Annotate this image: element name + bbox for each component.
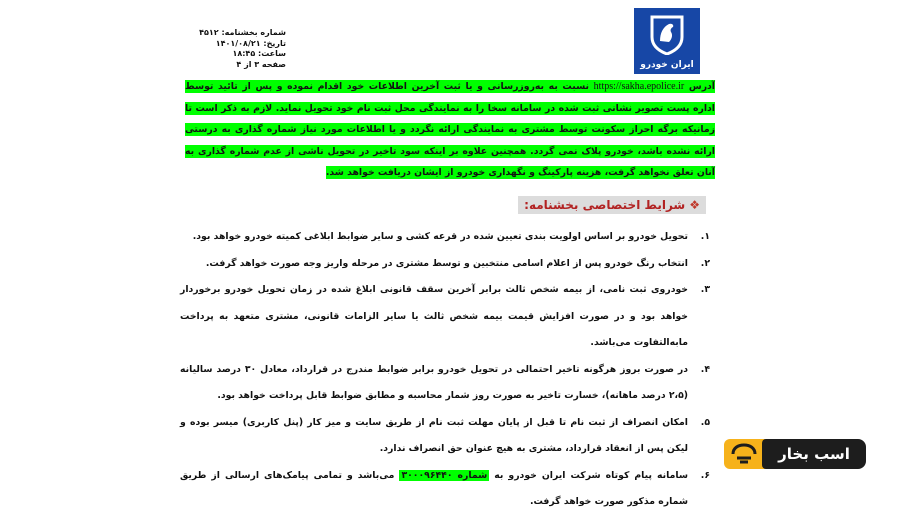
- term-text: خودروی ثبت نامی، از بیمه شخص ثالث برابر آخرین سقف قانونی ابلاغ شده در زمان تحویل خودرو برخوردار خواهد بود و در صورت افزایش قیمت بیمه شخص ثالث یا سایر الزامات قانونی، مشتری متعهد به پرداخت مابه‌التفاوت می‌باشد.: [180, 284, 688, 348]
- watermark-text: اسب بخار: [762, 439, 866, 469]
- section-heading: [518, 196, 706, 214]
- document-date: تاریخ: ۱۴۰۱/۰۸/۲۱: [215, 38, 286, 48]
- term-text: می‌باشد و تمامی پیامک‌های ارسالی از طریق شماره مذکور صورت خواهد گرفت.: [180, 469, 688, 507]
- speed-logo-icon: [730, 443, 758, 465]
- term-item: [180, 277, 710, 357]
- intro-highlight: [185, 80, 715, 179]
- term-item: [180, 251, 710, 278]
- circular-number: شماره بخشنامه: ۴۵۱۲: [199, 28, 286, 37]
- iran-khodro-logo: [634, 8, 700, 74]
- term-number: ۲.: [700, 257, 710, 269]
- asb-bokhar-watermark: [724, 439, 866, 469]
- sakha-url-link[interactable]: https://sakha.epolice.ir: [593, 81, 685, 92]
- logo-label: ایران خودرو: [640, 60, 694, 70]
- document-info: [200, 28, 286, 70]
- term-text: سامانه پیام کوتاه شرکت ایران خودرو به: [494, 469, 688, 481]
- term-number: ۵.: [700, 416, 710, 428]
- term-text: انتخاب رنگ خودرو پس از اعلام اسامی منتخبین و توسط مشتری در مرحله واریز وجه صورت خواهد گرفت.: [205, 257, 688, 269]
- horse-emblem-icon: [648, 13, 686, 55]
- term-number: ۳.: [700, 284, 710, 295]
- term-text: تحویل خودرو بر اساس اولویت بندی تعیین شده در قرعه کشی و سایر ضوابط ابلاغی کمیته خودرو خواهد بود.: [192, 231, 688, 242]
- intro-paragraph: [185, 76, 715, 184]
- term-text: در صورت بروز هرگونه تاخیر احتمالی در تحویل خودرو برابر ضوابط مندرج در قرارداد، معادل ۳۰ درصد سالیانه (۲،۵ درصد ماهانه)، خسارت تاخیر به صورت روز شمار محاسبه و مطابق ضوابط قابل پرداخت خواهد بود.: [180, 363, 688, 401]
- document-time: ساعت: ۱۸:۴۵: [232, 49, 286, 58]
- term-item: [180, 224, 710, 251]
- term-number: ۶.: [700, 469, 710, 481]
- term-number: ۱.: [700, 231, 710, 242]
- intro-body: نسبت به بەروزرسانی و یا ثبت آخرین اطلاعات خود اقدام نموده و پس از تائید توسط اداره پست تصویر نشانی ثبت شده در سامانه سخا را به نمایندگی محل ثبت نام خود تحویل نماید. لازم به ذکر است تا زمانیکه برگه احراز سکونت توسط مشتری به نمایندگی ارائه نگردد و یا اطلاعات مورد نیاز شماره گذاری به درستی ارائه نشده باشد، خودرو پلاک نمی گردد. همچنین علاوه بر اینکه سود تاخیر در تحویل ناشی از عدم شماره گذاری به آنان تعلق نخواهد گرفت، هزینه پارکینگ و نگهداری خودرو از ایشان دریافت خواهد شد.: [185, 81, 715, 178]
- term-item: [180, 410, 710, 463]
- term-item: [180, 357, 710, 410]
- page-number: صفحه ۳ از ۴: [236, 59, 286, 69]
- term-text: امکان انصراف از ثبت نام تا قبل از پایان مهلت ثبت نام از طریق سایت و میز کار (پنل کاربری) میسر بوده و لیکن پس از انعقاد قرارداد، مشتری به هیچ عنوان حق انصراف ندارد.: [180, 416, 688, 454]
- term-number: ۴.: [700, 363, 710, 375]
- section-heading-text: شرایط اختصاصی بخشنامه:: [524, 198, 686, 212]
- term-item: [180, 463, 710, 516]
- diamond-bullet-icon: ❖: [689, 198, 700, 212]
- intro-prefix: آدرس: [688, 81, 715, 92]
- sms-number-highlight: شماره ۳۰۰۰۹۶۴۴۰: [401, 469, 488, 481]
- terms-list: [180, 224, 710, 516]
